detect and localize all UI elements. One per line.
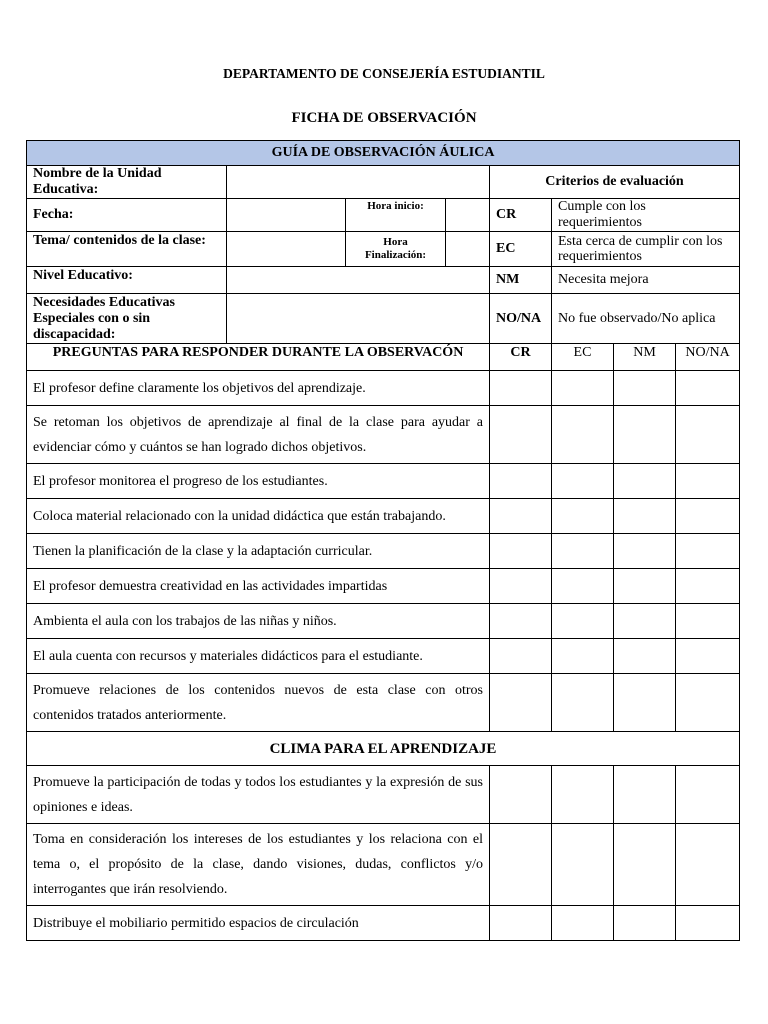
rating-cell-cr[interactable] <box>490 569 552 604</box>
question-row <box>27 406 740 464</box>
rating-cell-nm[interactable] <box>614 464 676 499</box>
question-row <box>27 906 740 941</box>
rating-cell-ec[interactable] <box>552 569 614 604</box>
rating-cell-ec[interactable] <box>552 371 614 406</box>
rating-cell-nm[interactable] <box>614 639 676 674</box>
rating-cell-nm[interactable] <box>614 406 676 464</box>
rating-cell-cr[interactable] <box>490 824 552 906</box>
rating-cell-ec[interactable] <box>552 639 614 674</box>
criteria-code: NO/NA <box>490 294 552 344</box>
question-text: Toma en consideración los intereses de los estudiantes y los relaciona con el tema o, el propósito de la clase, dando visiones, dudas, conflictos y/o interrogantes que irán resolviendo. <box>27 824 490 906</box>
date-label: Fecha: <box>27 199 227 232</box>
criteria-title: Criterios de evaluación <box>490 166 740 199</box>
rating-cell-nm[interactable] <box>614 674 676 732</box>
criteria-code: EC <box>490 232 552 267</box>
level-field[interactable] <box>227 267 490 294</box>
question-row <box>27 464 740 499</box>
question-text: Distribuye el mobiliario permitido espacios de circulación <box>27 906 490 941</box>
question-row <box>27 766 740 824</box>
rating-cell-nona[interactable] <box>676 406 740 464</box>
end-time-label: Hora Finalización: <box>346 232 446 267</box>
rating-cell-nona[interactable] <box>676 604 740 639</box>
rating-cell-nm[interactable] <box>614 824 676 906</box>
rating-cell-nona[interactable] <box>676 824 740 906</box>
rating-cell-cr[interactable] <box>490 639 552 674</box>
climate-section-title: CLIMA PARA EL APRENDIZAJE <box>27 732 740 766</box>
rating-cell-nona[interactable] <box>676 766 740 824</box>
rating-cell-cr[interactable] <box>490 766 552 824</box>
question-text: El profesor monitorea el progreso de los estudiantes. <box>27 464 490 499</box>
column-header-nona: NO/NA <box>676 344 740 371</box>
question-text: Promueve relaciones de los contenidos nuevos de esta clase con otros contenidos tratados anteriormente. <box>27 674 490 732</box>
rating-cell-nona[interactable] <box>676 499 740 534</box>
level-label: Nivel Educativo: <box>27 267 227 294</box>
observation-table <box>26 140 740 941</box>
start-time-label: Hora inicio: <box>346 199 446 232</box>
criteria-code: CR <box>490 199 552 232</box>
criteria-description: No fue observado/No aplica <box>552 294 740 344</box>
rating-cell-nm[interactable] <box>614 371 676 406</box>
column-header-nm: NM <box>614 344 676 371</box>
question-row <box>27 534 740 569</box>
date-field[interactable] <box>227 199 346 232</box>
column-header-cr: CR <box>490 344 552 371</box>
rating-cell-nm[interactable] <box>614 604 676 639</box>
rating-cell-ec[interactable] <box>552 824 614 906</box>
question-row <box>27 604 740 639</box>
question-row <box>27 371 740 406</box>
rating-cell-nm[interactable] <box>614 499 676 534</box>
end-time-field[interactable] <box>446 232 490 267</box>
rating-cell-cr[interactable] <box>490 499 552 534</box>
rating-cell-ec[interactable] <box>552 534 614 569</box>
form-title: FICHA DE OBSERVACIÓN <box>291 110 477 126</box>
rating-cell-nm[interactable] <box>614 906 676 941</box>
question-text: Ambienta el aula con los trabajos de las niñas y niños. <box>27 604 490 639</box>
criteria-code: NM <box>490 267 552 294</box>
rating-cell-nona[interactable] <box>676 639 740 674</box>
unit-label: Nombre de la Unidad Educativa: <box>27 166 227 199</box>
rating-cell-cr[interactable] <box>490 674 552 732</box>
department-title: DEPARTAMENTO DE CONSEJERÍA ESTUDIANTIL <box>223 66 545 81</box>
question-text: El aula cuenta con recursos y materiales didácticos para el estudiante. <box>27 639 490 674</box>
criteria-description: Necesita mejora <box>552 267 740 294</box>
questions-header-row <box>27 344 740 371</box>
guide-title: GUÍA DE OBSERVACIÓN ÁULICA <box>27 141 740 166</box>
questions-header: PREGUNTAS PARA RESPONDER DURANTE LA OBSERVACÓN <box>27 344 490 371</box>
question-row <box>27 569 740 604</box>
rating-cell-nona[interactable] <box>676 569 740 604</box>
special-needs-field[interactable] <box>227 294 490 344</box>
rating-cell-nm[interactable] <box>614 766 676 824</box>
topic-field[interactable] <box>227 232 346 267</box>
criteria-description: Cumple con los requerimientos <box>552 199 740 232</box>
rating-cell-ec[interactable] <box>552 499 614 534</box>
rating-cell-cr[interactable] <box>490 534 552 569</box>
unit-field[interactable] <box>227 166 490 199</box>
rating-cell-ec[interactable] <box>552 604 614 639</box>
topic-label: Tema/ contenidos de la clase: <box>27 232 227 267</box>
question-row <box>27 639 740 674</box>
rating-cell-ec[interactable] <box>552 766 614 824</box>
section-row <box>27 732 740 766</box>
rating-cell-cr[interactable] <box>490 371 552 406</box>
rating-cell-ec[interactable] <box>552 906 614 941</box>
question-text: Se retoman los objetivos de aprendizaje al final de la clase para ayudar a evidenciar cómo y cuántos se han logrado dichos objetivos. <box>27 406 490 464</box>
question-row <box>27 674 740 732</box>
question-text: El profesor demuestra creatividad en las actividades impartidas <box>27 569 490 604</box>
start-time-field[interactable] <box>446 199 490 232</box>
rating-cell-nona[interactable] <box>676 674 740 732</box>
rating-cell-ec[interactable] <box>552 674 614 732</box>
rating-cell-nm[interactable] <box>614 534 676 569</box>
rating-cell-ec[interactable] <box>552 464 614 499</box>
rating-cell-nona[interactable] <box>676 371 740 406</box>
special-needs-label: Necesidades Educativas Especiales con o sin discapacidad: <box>27 294 227 344</box>
column-header-ec: EC <box>552 344 614 371</box>
rating-cell-cr[interactable] <box>490 906 552 941</box>
rating-cell-nm[interactable] <box>614 569 676 604</box>
question-text: El profesor define claramente los objetivos del aprendizaje. <box>27 371 490 406</box>
rating-cell-cr[interactable] <box>490 464 552 499</box>
question-text: Promueve la participación de todas y todos los estudiantes y la expresión de sus opiniones e ideas. <box>27 766 490 824</box>
rating-cell-cr[interactable] <box>490 406 552 464</box>
criteria-description: Esta cerca de cumplir con los requerimientos <box>552 232 740 267</box>
question-text: Coloca material relacionado con la unidad didáctica que están trabajando. <box>27 499 490 534</box>
question-text: Tienen la planificación de la clase y la adaptación curricular. <box>27 534 490 569</box>
question-row <box>27 499 740 534</box>
rating-cell-nona[interactable] <box>676 906 740 941</box>
rating-cell-nona[interactable] <box>676 534 740 569</box>
question-row <box>27 824 740 906</box>
rating-cell-cr[interactable] <box>490 604 552 639</box>
rating-cell-ec[interactable] <box>552 406 614 464</box>
rating-cell-nona[interactable] <box>676 464 740 499</box>
